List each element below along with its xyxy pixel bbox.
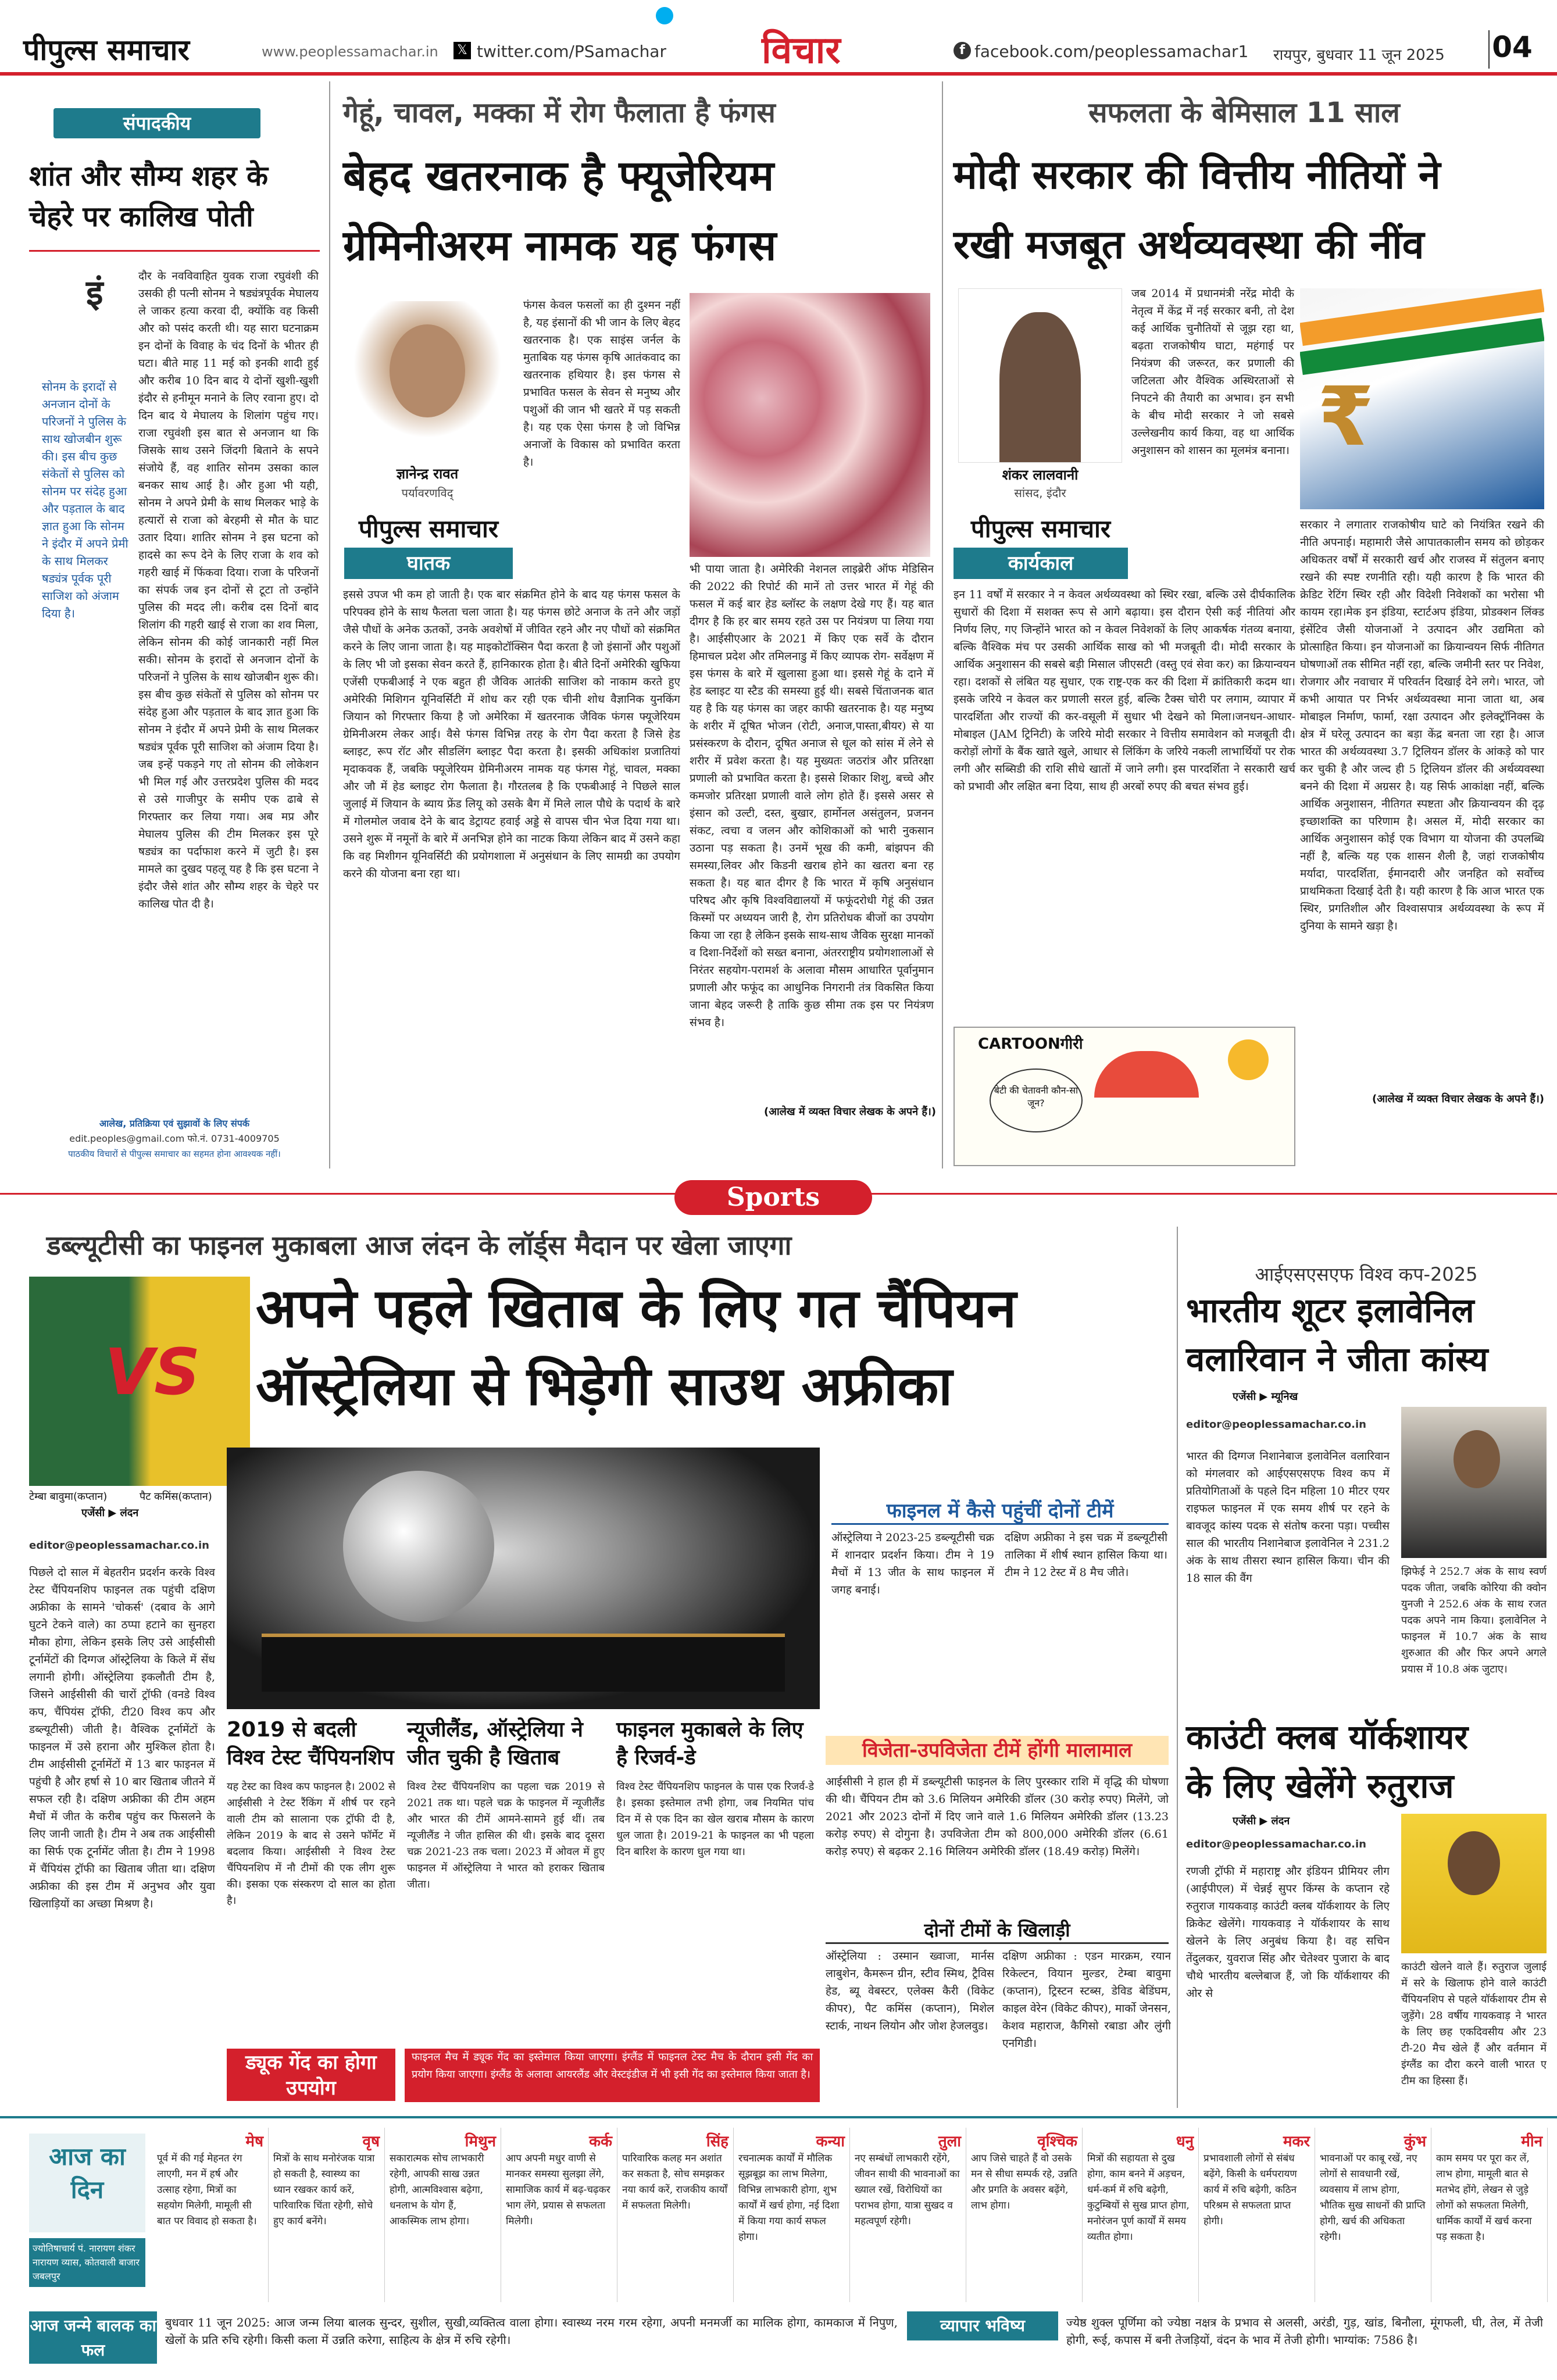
ruturaj-email[interactable]: editor@peoplessamachar.co.in <box>1186 1838 1366 1850</box>
zodiac-name: वृष <box>362 2133 380 2150</box>
zodiac-text: मित्रों की सहायता से दुख होगा, काम बनने में अड़चन, धर्म-कर्म में रुचि बढ़ेगी, कुटुम्बियों से सुख प्राप्त होगा, मनोरंजन पूर्ण कार्यों में समय व्यतीत होगा। <box>1087 2153 1190 2243</box>
editorial-footer-disclaimer: पाठकीय विचारों से पीपुल्स समाचार का सहमत होना आवश्यक नहीं। <box>68 1149 281 1159</box>
zodiac-sign <box>1083 2128 1199 2302</box>
wtc-agency: एजेंसी ▶ लंदन <box>81 1507 139 1519</box>
modi-author-role: सांसद, इंदौर <box>1014 486 1066 500</box>
editorial-rule <box>29 250 320 252</box>
winner-body: आईसीसी ने हाल ही में डब्ल्यूटीसी फाइनल के लिए पुरस्कार राशि में वृद्धि की घोषणा की थी। चैंपियन टीम को 3.6 मिलियन अमेरिकी डॉलर (30 करोड़ रुपए) मिलेंगे, जो 2021 और 2023 दोनों में दिए जाने वाले 1.6 मिलियन अमेरिकी डॉलर (13.23 करोड़ रुपए) से दोगुना है। उपविजेता टीम को 800,000 अमेरिकी डॉलर (6.61 करोड़ रुपए) से बढ़कर 2.16 मिलियन अमेरिकी डॉलर (18.49 करोड़) मिलेंगे। <box>826 1775 1169 1858</box>
zodiac-sign <box>617 2128 734 2302</box>
zodiac-sign <box>385 2128 501 2302</box>
sun-icon <box>1228 1039 1269 1080</box>
captain-2: पैट कमिंस(कप्तान) <box>140 1491 212 1503</box>
trade-text: ज्येष्ठ शुक्ल पूर्णिमा को ज्येष्ठा नक्षत्र के प्रभाव से अलसी, अरंडी, गुड़, खांड, बिनौला, मूंगफली, घी, तेल, में तेजी होगी, रूई, कपास में बनी तेजड़ियों, वंदन के भाव में तेजी होगी। भाग्यांक: 7586 है। <box>1066 2315 1543 2347</box>
twitter-icon: 𝕏 <box>453 42 471 59</box>
vs-badge: VS <box>105 1335 201 1409</box>
ruturaj-headline-2: के लिए खेलेंगे रुतुराज <box>1186 1766 1454 1806</box>
duke-label: ड्यूक गेंद का होगा उपयोग <box>227 2049 395 2101</box>
zodiac-name: कुंभ <box>1404 2133 1426 2150</box>
zodiac-sign <box>966 2128 1083 2302</box>
modi-col2: सरकार ने लगातार राजकोषीय घाटे को नियंत्रित रखने की नीति अपनाई। महामारी जैसे आपातकालीन समय को छोड़कर अधिकतर वर्षों में सरकारी खर्च और राजस्व में संतुलन बनाए रखने की स्पष्ट रणनीति रही। यही कारण है कि भारत की क्रेडिट रेटिंग स्थिर रही और विदेशी निवेशकों का भरोसा भी कायम रहा।मेक इन इंडिया, स्टार्टअप इंडिया, प्रोडक्शन लिंक्ड इंसेंटिव जैसी योजनाओं ने उत्पादन और उद्यमिता को प्रोत्साहित किया। इन योजनाओं का क्रियान्वयन सिर्फ नीतिगत घोषणाओं तक सीमित नहीं रहा, बल्कि जमीनी स्तर पर निवेश, रोजगार और नवाचार में परिवर्तन दिखाई देने लगे। भारत, जो कभी आयात पर निर्भर अर्थव्यवस्था माना जाता था, अब मोबाइल निर्माण, फार्मा, रक्षा उत्पादन और इलेक्ट्रॉनिक्स के क्षेत्र में घरेलू उत्पादन का बड़ा केंद्र बनता जा रहा है। आज भारत की अर्थव्यवस्था 3.7 ट्रिलियन डॉलर के आंकड़े को पार कर चुकी है और जल्द ही 5 ट्रिलियन डॉलर की अर्थव्यवस्था बनने की दिशा में अग्रसर है। यह सिर्फ आकांक्षा नहीं, बल्कि आर्थिक अनुशासन, नीतिगत स्पष्टता और क्रियान्वयन की दृढ़ इच्छाशक्ति का परिणाम है। असल में, मोदी सरकार का आर्थिक अनुशासन कोई एक विभाग या योजना की उपलब्धि नहीं है, बल्कि यह एक शासन शैली है, जहां राजकोषीय मर्यादा, पारदर्शिता, ईमानदारी और जनहित को सर्वोच्च प्राथमिकता दिखाई देती है। यही कारण है कि आज भारत एक स्थिर, प्रगतिशील और विश्वासपात्र अर्थव्यवस्था के रूप में दुनिया के सामने खड़ा है। <box>1300 519 1544 932</box>
zodiac-sign <box>850 2128 966 2302</box>
divider <box>329 81 330 1168</box>
issf-body-1: भारत की दिग्गज निशानेबाज इलावेनिल वलारिवान को मंगलवार को आईएसएसएफ विश्व कप में प्रतियोगिताओं के पहले दिन महिला 10 मीटर एयर राइफल फाइनल में एक समय शीर्ष पर रहने के बावजूद कांस्य पदक से संतोष करना पड़ा। पच्चीस साल की भारतीय निशानेबाज इलावेनिल ने 231.2 अंक के साथ तीसरा स्थान हासिल किया। चीन की 18 साल की वैंग <box>1186 1450 1390 1585</box>
wtc-headline-1: अपने पहले खिताब के लिए गत चैंपियन <box>256 1277 1017 1339</box>
zodiac-name: वृश्चिक <box>1037 2133 1077 2150</box>
zodiac-text: आप अपनी मधुर वाणी से मानकर समस्या सुलझा लेंगे, सामाजिक कार्य में बढ़-चढ़कर भाग लेंगे, प्रयास से सफलता मिलेगी। <box>506 2153 610 2227</box>
zodiac-name: धनु <box>1176 2133 1194 2150</box>
sports-banner: Sports <box>674 1180 872 1215</box>
players-south-africa: दक्षिण अफ्रीका : एडन मारक्रम, रयान रिकेल्टन, वियान मुल्डर, टेम्बा बावुमा (कप्तान), ट्रिस्टन स्टब्स, डेविड बेडिंघम, काइल वेरेन (विकेट कीपर), मार्को जेनसन, केशव महाराज, कैगिसो रबाडा और लुंगी एनगिडी। <box>1002 1950 1171 2050</box>
box-reserve-headline: फाइनल मुकाबले के लिए है रिजर्व-डे <box>616 1718 804 1770</box>
zodiac-text: रचनात्मक कार्यों में मौलिक सूझबूझ का लाभ मिलेगा, विभिन्न लाभकारी होगा, शुभ कार्यों में खर्च होगा, नई दिशा में किया गया कार्य सफल होगा। <box>738 2153 840 2243</box>
website-link[interactable]: www.peoplessamachar.in <box>262 44 438 60</box>
zodiac-name: कर्क <box>589 2133 612 2150</box>
facebook-icon: f <box>954 42 971 59</box>
zodiac-text: आप जिसे चाहते हैं वो उसके मन से सीधा सम्पर्क रहे, उन्नति और प्रगति के अवसर बढ़ेंगे, लाभ होगा। <box>971 2153 1077 2211</box>
captain-1: टेम्बा बावुमा(कप्तान) <box>29 1491 108 1503</box>
section-title: विचार <box>762 29 841 72</box>
zodiac-name: मेष <box>245 2133 263 2150</box>
zodiac-text: भावनाओं पर काबू रखें, नए लोगों से सावधानी रखें, व्यवसाय में लाभ होगा, भौतिक सुख साधनों की प्राप्ति होगी, खर्च की अधिकता रहेगी। <box>1320 2153 1426 2243</box>
rupee-icon: ₹ <box>1317 370 1374 464</box>
masthead-logo[interactable]: पीपुल्स समाचार <box>23 33 190 67</box>
masthead <box>0 0 1557 76</box>
modi-brand: पीपुल्स समाचार <box>970 514 1111 543</box>
avatar <box>999 312 1081 463</box>
modi-headline-2: रखी मजबूत अर्थव्यवस्था की नींव <box>954 222 1424 268</box>
divider <box>942 81 943 1168</box>
modi-byline: (आलेख में व्यक्त विचार लेखक के अपने हैं।) <box>1372 1093 1544 1105</box>
ruturaj-body-2: काउंटी खेलने वाले हैं। रुतुराज जुलाई में सरे के खिलाफ होने वाले काउंटी चैंपियनशिप से पहले यॉर्कशायर टीम से जुड़ेंगे। 28 वर्षीय गायकवाड़ ने भारत के लिए छह एकदिवसीय और 23 टी-20 मैच खेले हैं और वर्तमान में इंग्लैंड का दौरा करने वाली भारत ए टीम का हिस्सा हैं। <box>1401 1961 1547 2087</box>
born-text: बुधवार 11 जून 2025: आज जन्म लिया बालक सुन्दर, सुशील, सुखी,व्यक्तित्व वाला होगा। स्वास्थ्य नरम गरम रहेगा, अपनी मनमर्जी का मालिक होगा, कामकाज में निपुण, खेलों के प्रति रुचि रहेगी। किसी कला में उन्नति करेगा, साहित्य के क्षेत्र में रुचि रहेगी। <box>165 2315 898 2347</box>
wtc-email[interactable]: editor@peoplessamachar.co.in <box>29 1539 209 1552</box>
rashifal-astrologer: ज्योतिषाचार्य पं. नारायण शंकर नारायण व्यास, कोतवाली बाजार जबलपुर <box>29 2238 145 2287</box>
dateline: रायपुर, बुधवार 11 जून 2025 <box>1273 47 1445 64</box>
wtc-kicker: डब्ल्यूटीसी का फाइनल मुकाबला आज लंदन के लॉर्ड्स मैदान पर खेला जाएगा <box>47 1230 792 1261</box>
fungus-author-role: पर्यावरणविद् <box>401 486 453 500</box>
editorial-pullquote: सोनम के इरादों से अनजान दोनों के परिजनों ने पुलिस के साथ खोजबीन शुरू की। इस बीच कुछ संकेतों से पुलिस को सोनम पर संदेह हुआ और पड़ताल के बाद ज्ञात हुआ कि सोनम ने इंदौर में अपने प्रेमी के साथ मिलकर षड्यंत्र पूर्वक पूरी साजिश को अंजाम दिया है। <box>42 380 128 620</box>
fungus-author-photo <box>349 301 506 458</box>
zodiac-sign <box>501 2128 617 2302</box>
fungus-col1b: इससे उपज भी कम हो जाती है। एक बार संक्रमित होने के बाद यह फंगस फसल के परिपक्व होने के साथ फैलता चला जाता है। यह फंगस छोटे अनाज के तने और जड़ों जैसे पौधों के अनेक ऊतकों, उनके अवशेषों में जीवित रहने और नए पौधों को संक्रमित करने के लिए जाना जाता है। यह माइकोटॉक्सिन पैदा करता है जो इंसानों और पशुओं के लिए भी जो इसका सेवन करते हैं, हानिकारक होता है। बीते दिनों अमेरिकी खुफिया एजेंसी एफबीआई ने एक बहुत ही जैविक आतंकी साजिश को नाकाम करते हुए अमेरिकी मिशिगन यूनिवर्सिटी में शोध कर रही एक चीनी शोध वैज्ञानिक युनकिंग जियान को गिरफ्तार किया है जो अमेरिका में खतरनाक जैविक फंगस फ्यूजेरियम ग्रेमिनीअरम लेकर आई। वैसे फंगस विभिन्न तरह के रोग पैदा करता है जिसे हेड ब्लाइट, रूप रॉट और सीडलिंग ब्लाइट पैदा करता है। इसकी अधिकांश प्रजातियां मृदाकवक हैं, जबकि फ्यूजेरियम ग्रेमिनीअरम नामक यह फंगस गेहूं, चावल, मक्का और जौ में हेड ब्लाइट रोग फैलाता है। गौरतलब है कि एफबीआई ने पिछले साल जुलाई में जियान के ब्याय फ्रेंड लियू को उसके बैग में मिले लाल पौधे के पदार्थ के बारे में गोलमोल जवाब देने के बाद डेट्रायट हवाई अड्डे से वापस चीन भेज दिया गया था। उसने शुरू में नमूनों के बारे में अनभिज्ञ होने का नाटक किया लेकिन बाद में उसने कहा कि वह मिशीगन यूनिवर्सिटी की प्रयोगशाला में अनुसंधान के लिए सामग्री का उपयोग करने की योजना बना रहा था। <box>343 588 680 880</box>
page-number: 04 <box>1488 30 1535 69</box>
fungus-headline-2: ग्रेमिनीअरम नामक यह फंगस <box>343 221 777 270</box>
editorial-dropcap: इं <box>86 273 103 313</box>
cartoon-bubble: बेटी की चेतावनी कौन-सा जून? <box>990 1069 1083 1132</box>
zodiac-text: प्रभावशाली लोगों से संबंध बढ़ेंगे, किसी के धर्मपरायण कार्य में रुचि बढ़ेगी, कठिन परिश्रम से सफलता प्राप्त होगी। <box>1204 2153 1297 2227</box>
issf-body-2: झिफेई ने 252.7 अंक के साथ स्वर्ण पदक जीता, जबकि कोरिया की क्वोन युनजी ने 252.6 अंक के साथ रजत पदक अपने नाम किया। इलावेनिल ने फाइनल में 10.7 अंक के साथ शुरुआत की और फिर अपने अगले प्रयास में 10.8 अंक जुटाए। <box>1401 1566 1547 1675</box>
wtc-body: पिछले दो साल में बेहतरीन प्रदर्शन करके विश्व टेस्ट चैंपियनशिप फाइनल तक पहुंची दक्षिण अफ्रीका के सामने 'चोकर्स' (दबाव के आगे घुटने टेकने वाले) का ठप्पा हटाने का सुनहरा मौका होगा, लेकिन इसके लिए उसे आईसीसी टूर्नामेंटों की दिग्गज ऑस्ट्रेलिया के किले में सेंध लगानी होगी। ऑस्ट्रेलिया इकलौती टीम है, जिसने आईसीसी की चारों ट्रॉफी (वनडे विश्व कप, चैंपियंस ट्रॉफी, टी20 विश्व कप और डब्ल्यूटीसी) जीती है। वैश्विक टूर्नामेंटों के फाइनल में उसे हराना और मुश्किल होता है। टीम आईसीसी टूर्नामेंटों में 13 बार फाइनल में पहुंची है और हर्षा से 10 बार खिताब जीतने में सफल रही है। दक्षिण अफ्रीका की टीम अहम मैचों में जीत के करीब पहुंच कर फिसलने के लिए जानी जाती है। टीम ने अब तक आईसीसी का सिर्फ एक टूर्नामेंट जीता है। टीम ने 1998 में चैंपियंस ट्रॉफी का खिताब जीता था। दक्षिण अफ्रीका की इस टीम में अनुभव और युवा खिलाड़ियों का अच्छा मिश्रण है। <box>29 1566 215 1910</box>
trade-label: व्यापार भविष्य <box>907 2311 1058 2340</box>
zodiac-name: मिथुन <box>465 2133 496 2150</box>
cartoon-box <box>954 1027 1295 1166</box>
how-headline: फाइनल में कैसे पहुंचीं दोनों टीमें <box>831 1496 1169 1525</box>
editorial-footer-email[interactable]: edit.peoples@gmail.com फो.नं. 0731-4009705 <box>69 1133 280 1144</box>
ruturaj-agency: एजेंसी ▶ लंदन <box>1233 1815 1290 1827</box>
fungus-brand: पीपुल्स समाचार <box>358 514 499 543</box>
ruturaj-photo <box>1401 1814 1547 1953</box>
modi-author-name: शंकर लालवानी <box>1002 467 1079 483</box>
modi-image <box>1300 288 1544 509</box>
issf-email[interactable]: editor@peoplessamachar.co.in <box>1186 1418 1366 1431</box>
how-south-africa: दक्षिण अफ्रीका ने इस चक्र में डब्ल्यूटीसी तालिका में शीर्ष स्थान हासिल किया था। टीम ने 12 टेस्ट में 8 मैच जीते। <box>1005 1531 1167 1579</box>
zodiac-name: कन्या <box>816 2133 845 2150</box>
born-label: आज जन्मे बालक का फल <box>29 2311 157 2364</box>
fungus-byline: (आलेख में व्यक्त विचार लेखक के अपने हैं।) <box>764 1106 936 1118</box>
issf-agency: एजेंसी ▶ म्यूनिख <box>1233 1391 1298 1403</box>
editorial-headline: शांत और सौम्य शहर के चेहरे पर कालिख पोती <box>29 160 268 233</box>
box-nz-headline: न्यूजीलैंड, ऑस्ट्रेलिया ने जीत चुकी है खिताब <box>407 1718 583 1770</box>
divider <box>1177 1227 1178 2108</box>
zodiac-sign <box>734 2128 850 2302</box>
wtc-players-photo <box>29 1277 250 1486</box>
modi-col1b: इन 11 वर्षों में सरकार ने न केवल अर्थव्यवस्था को स्थिर रखा, बल्कि उसे दीर्घकालिक सुधारों की दिशा में सशक्त रूप से आगे बढ़ाया। इस दौरान ऐसी कई नीतियां और निर्णय लिए, गए जिन्होंने भारत को न केवल निवेशकों के लिए आकर्षक गंतव्य बनाया, बल्कि वैश्विक मंच पर उसकी आर्थिक साख को भी मजबूती दी। मोदी सरकार के आर्थिक अनुशासन की सबसे बड़ी मिसाल जीएसटी (वस्तु एवं सेवा कर) का क्रियान्वयन रहा। दशकों से लंबित यह सुधार, एक राष्ट्र-एक कर की दिशा में क्रांतिकारी कदम था। इसके जरिये न केवल कर प्रणाली सरल हुई, बल्कि टैक्स चोरी पर लगाम, व्यापार में पारदर्शिता और राज्यों की कर-वसूली में सुधार भी देखने को मिला।जनधन-आधार-मोबाइल (JAM ट्रिनिटी) के जरिये मोदी सरकार ने वित्तीय समावेशन को मजबूती दी। करोड़ों लोगों के बैंक खाते खुले, आधार से लिंकिंग के जरिये नकली लाभार्थियों पर रोक लगी और सब्सिडी की राशि सीधे खातों में जाने लगी। इस पारदर्शिता ने सरकारी खर्च को प्रभावी और लक्षित बना दिया, साथ ही अरबों रुपए की बचत संभव हुई। <box>954 588 1295 793</box>
fungus-kicker: गेहूं, चावल, मक्का में रोग फैलाता है फंगस <box>343 97 776 129</box>
rashifal-title-1: आज का <box>49 2142 126 2171</box>
fungus-author-name: ज्ञानेन्द्र रावत <box>396 466 459 482</box>
modi-author-photo <box>958 288 1122 463</box>
fungus-tag: घातक <box>344 548 513 579</box>
trophy-mace <box>343 1471 494 1622</box>
zodiac-sign <box>1431 2128 1548 2302</box>
box-2019-body: यह टेस्ट का विश्व कप फाइनल है। 2002 से आईसीसी ने टेस्ट रैंकिंग में शीर्ष पर रहने वाली टीम को सालाना एक ट्रॉफी दी है, लेकिन 2019 के बाद से उसने फॉर्मेट में बदलाव किया। आईसीसी ने विश्व टेस्ट चैंपियनशिप में नौ टीमों की एक लीग शुरू की। इसका एक संस्करण दो साल का होता है। <box>227 1781 395 1907</box>
zodiac-name: मीन <box>1521 2133 1542 2150</box>
players-australia: ऑस्ट्रेलिया : उस्मान ख्वाजा, मार्नस लाबुशेन, कैमरून ग्रीन, स्टीव स्मिथ, ट्रैविस हेड, ब्यू वेबस्टर, एलेक्स कैरी (विकेट कीपर), पैट कमिंस (कप्तान), मिशेल स्टार्क, नाथन लियोन और जोश हेजलवुड। <box>826 1950 994 2032</box>
how-australia: ऑस्ट्रेलिया ने 2023-25 डब्ल्यूटीसी चक्र में शानदार प्रदर्शन किया। टीम ने 19 मैचों में 13 जीत के साथ फाइनल में जगह बनाई। <box>831 1531 994 1596</box>
avatar <box>1454 1430 1500 1488</box>
zodiac-sign <box>269 2128 385 2302</box>
issf-headline-2: वलारिवान ने जीता कांस्य <box>1186 1339 1488 1379</box>
modi-headline-1: मोदी सरकार की वित्तीय नीतियों ने <box>954 152 1441 198</box>
modi-kicker: सफलता के बेमिसाल 11 साल <box>1088 97 1400 129</box>
rashifal-rule <box>0 2116 1557 2118</box>
fungus-headline-1: बेहद खतरनाक है फ्यूजेरियम <box>343 151 774 200</box>
modi-tag: कार्यकाल <box>954 548 1128 579</box>
issf-headline-1: भारतीय शूटर इलावेनिल <box>1186 1291 1474 1330</box>
ruturaj-headline-1: काउंटी क्लब यॉर्कशायर <box>1186 1717 1469 1757</box>
avatar <box>1448 1831 1500 1895</box>
zodiac-name: सिंह <box>706 2133 728 2150</box>
trophy-image <box>227 1448 820 1709</box>
winner-headline: विजेता-उपविजेता टीमें होंगी मालामाल <box>826 1736 1169 1765</box>
zodiac-text: मित्रों के साथ मनोरंजक यात्रा हो सकती है, स्वास्थ्य का ध्यान रखकर कार्य करें, पारिवारिक चिंता रहेगी, सोचे हुए कार्य बनेंगे। <box>273 2153 375 2227</box>
cartoon-label: CARTOONगीरी <box>978 1035 1083 1053</box>
zodiac-name: तुला <box>938 2133 961 2150</box>
rashifal-title <box>29 2134 145 2232</box>
editorial-body: दौर के नवविवाहित युवक राजा रघुवंशी की उसकी ही पत्नी सोनम ने षड्यंत्रपूर्वक मेघालय ले जाकर हत्या करवा दी, क्योंकि वह किसी और को पसंद करती थी। यह सारा घटनाक्रम इन दोनों के विवाह के चंद दिनों के भीतर ही घटा। बीते माह 11 मई को इनकी शादी हुई और करीब 10 दिन बाद ये दोनों खुशी-खुशी इंदौर से हनीमून मनाने के लिए रवाना हुए। दो दिन बाद ये मेघालय के शिलांग पहुंच गए। राजा रघुवंशी इस बात से अनजान था कि जिसके साथ उसने जिंदगी बिताने के सपने संजोये हैं, वह शातिर सोनम उसका काल बनकर साथ आई है। और हुआ भी यही, सोनम ने अपने प्रेमी के साथ मिलकर भाड़े के हत्यारों से राजा को बेरहमी से मौत के घाट उतार दिया। शातिर सोनम ने इस घटना को हादसे का रूप देने के लिए राजा के शव को गहरी खाई में फिंकवा दिया। राजा के परिजनों का संपर्क जब इन दोनों से टूटा तो उन्होंने पुलिस की मदद ली। करीब दस दिनों बाद शिलांग की गहरी खाई से राजा का शव मिला, लेकिन सोनम की कोई जानकारी नहीं मिल सकी। सोनम के इरादों से अनजान दोनों के परिजनों ने पुलिस के साथ खोजबीन शुरू की। इस बीच कुछ संकेतों से पुलिस को सोनम पर संदेह हुआ और पड़ताल के बाद ज्ञात हुआ कि सोनम ने इंदौर में अपने प्रेमी के साथ मिलकर षड्यंत्र पूर्वक पूरी साजिश को अंजाम दिया है। जब इन्हें पकड़ने गए तो सोनम की लोकेशन भी मिल गई और उत्तरप्रदेश पुलिस की मदद से उसे गाजीपुर के समीप एक ढाबे से गिरफ्तार कर लिया गया। अब मप्र और मेघालय पुलिस की टीम मिलकर इस पूरे षड्यंत्र का पर्दाफाश करने में जुटी है। इस मामले का दुखद पहलू यह है कि इस घटना ने इंदौर जैसे शांत और सौम्य शहर के चेहरे पर कालिख पोत दी है। <box>138 270 319 910</box>
box-2019-headline: 2019 से बदली विश्व टेस्ट चैंपियनशिप <box>227 1718 394 1770</box>
zodiac-text: पूर्व में की गई मेहनत रंग लाएगी, मन में हर्ष और उत्साह रहेगा, मित्रों का सहयोग मिलेगी, मामूली सी बात पर विवाद हो सकता है। <box>157 2153 257 2227</box>
zodiac-sign <box>152 2128 269 2302</box>
box-reserve-body: विश्व टेस्ट चैंपियनशिप फाइनल के पास एक रिजर्व-डे है। इसका इस्तेमाल तभी होगा, जब नियमित पांच दिन में से एक दिन का खेल खराब मौसम के कारण धुल जाता है। 2019-21 के फाइनल का भी पहला दिन बारिश के कारण धुल गया था। <box>616 1781 814 1858</box>
box-nz-body: विश्व टेस्ट चैंपियनशिप का पहला चक्र 2019 से 2021 तक था। पहले चक्र के फाइनल में न्यूजीलैंड और भारत की टीमें आमने-सामने हुई थीं। तब न्यूजीलैंड ने जीत हासिल की थी। इसके बाद दूसरा चक्र 2021-23 तक चला। 2023 में ओवल में हुए फाइनल में ऑस्ट्रेलिया ने भारत को हराकर खिताब जीता। <box>407 1781 605 1891</box>
issf-kicker: आईएसएसएफ विश्व कप-2025 <box>1255 1263 1478 1285</box>
zodiac-sign <box>1315 2128 1431 2302</box>
issf-shooter-photo <box>1401 1407 1547 1558</box>
twitter-link[interactable]: twitter.com/PSamachar <box>477 42 666 61</box>
avatar <box>390 324 465 417</box>
players-headline: दोनों टीमों के खिलाड़ी <box>826 1917 1169 1944</box>
editorial-footer-contact: आलेख, प्रतिक्रिया एवं सुझावों के लिए संपर्क <box>99 1118 250 1129</box>
zodiac-name: मकर <box>1283 2133 1310 2150</box>
ruturaj-body-1: रणजी ट्रॉफी में महाराष्ट्र और इंडियन प्रीमियर लीग (आईपीएल) में चेन्नई सुपर किंग्स के कप्तान रहे रुतुराज गायकवाड़ काउंटी क्लब यॉर्कशायर के लिए क्रिकेट खेलेंगे। गायकवाड़ ने यॉर्कशायर के साथ खेलने के लिए अनुबंध किया है। वह सचिन तेंदुलकर, युवराज सिंह और चेतेश्वर पुजारा के बाद चौथे भारतीय बल्लेबाज हैं, जो कि यॉर्कशायर की ओर से <box>1186 1865 1390 2000</box>
zodiac-text: पारिवारिक कलह मन अशांत कर सकता है, सोच समझकर नया कार्य करें, राजकीय कार्यों में सफलता मिलेगी। <box>622 2153 728 2211</box>
fungus-image <box>690 293 930 557</box>
zodiac-text: काम समय पर पूरा कर लें, लाभ होगा, मामूली बात से मतभेद होंगे, लेखन से जुड़े लोगों को सफलता मिलेगी, धार्मिक कार्यों में खर्च करना पड़ सकता है। <box>1436 2153 1532 2243</box>
zodiac-text: सकारात्मक सोच लाभकारी रहेगी, आपकी साख उन्नत होगी, आत्मविश्वास बढ़ेगा, धनलाभ के योग हैं, आकस्मिक लाभ होगा। <box>390 2153 484 2227</box>
wtc-headline-2: ऑस्ट्रेलिया से भिड़ेगी साउथ अफ्रीका <box>256 1355 953 1417</box>
fungus-col3: भी पाया जाता है। अमेरिकी नेशनल लाइब्रेरी ऑफ मेडिसिन की 2022 की रिपोर्ट की मानें तो उत्तर भारत में गेहूं की फसल में कई बार हेड ब्लॉस्ट के लक्षण देखे गए हैं। यह बात दीगर है कि हर बार समय रहते उस पर नियंत्रण पा लिया गया है। आईसीएआर के 2021 में किए एक सर्वे के दौरान हिमाचल प्रदेश और तमिलनाडु में किए व्यापक रोग- सर्वेक्षण में इस फंगस के बारे में खुलासा हुआ था। इससे गेहूं के दाने में हेड ब्लाइट या स्टैड की समस्या हुई थी। सबसे चिंताजनक बात यह है कि यह फंगस का जहर काफी खतरनाक है। यह मनुष्य के शरीर में दूषित भोजन (रोटी, अनाज,पास्ता,बीयर) से या प्रसंस्करण के दौरान, दूषित अनाज से धूल को सांस में लेने से शरीर में प्रवेश करता है। यह मुख्यतः जठरांत्र और प्रतिरक्षा प्रणाली को प्रभावित करता है। इससे शिकार शिशु, बच्चे और कमजोर प्रतिरक्षा प्रणाली वाले लोग होते हैं। इससे असर से इंसान को उल्टी, दस्त, बुखार, हार्मोनल असंतुलन, प्रजनन संकट, त्वचा व जलन और कोशिकाओं को भारी नुकसान उठाना पड़ सकता है। उनमें भूख की कमी, बांझपन की समस्या,लिवर और किडनी खराब होने का खतरा बना रह सकता है। यह बात दीगर है कि भारत में कृषि अनुसंधान परिषद और कृषि विश्वविद्यालयों में फफूंदरोधी गेहूं की उन्नत किस्मों पर अध्ययन जारी है, रोग प्रतिरोधक बीजों का उपयोग किया जा रहा है लेकिन इसके साथ-साथ जैविक सुरक्षा मानकों व दिशा-निर्देशों को सख्त बनाना, अंतरराष्ट्रीय प्रयोगशालाओं से निरंतर सहयोग-परामर्श के अलावा मौसम आधारित पूर्वानुमान प्रणाली और फफूंद का आधुनिक निगरानी तंत्र विकसित किया जाना बेहद जरूरी है ताकि कुछ सीमा तक इस पर नियंत्रण संभव है। <box>690 563 934 1029</box>
rashifal-title-2: दिन <box>70 2175 104 2204</box>
zodiac-text: नए सम्बंधों लाभकारी रहेंगे, जीवन साथी की भावनाओं का ख्याल रखें, विरोधियों का पराभव होगा, यात्रा सुखद व महत्वपूर्ण रहेगी। <box>855 2153 960 2227</box>
duke-body: फाइनल मैच में ड्यूक गेंद का इस्तेमाल किया जाएगा। इंग्लैंड में फाइनल टेस्ट मैच के दौरान इसी गेंद का प्रयोग किया जाएगा। इंग्लैंड के अलावा आयरलैंड और वेस्टइंडीज में भी इसी गेंद का इस्तेमाल किया जाता है। <box>405 2049 820 2102</box>
editorial-footer <box>29 1116 320 1162</box>
facebook-link[interactable]: facebook.com/peoplessamachar1 <box>974 42 1249 61</box>
fungus-col1: फंगस केवल फसलों का ही दुश्मन नहीं है, यह इंसानों की भी जान के लिए बेहद खतरनाक है। एक साइंस जर्नल के मुताबिक यह फंगस कृषि आतंकवाद का खतरनाक हथियार है। इस फंगस से प्रभावित फसल के सेवन से मनुष्य और पशुओं की जान भी खतरे में पड़ सकती है। यह एक ऐसा फंगस है जो विभिन्न अनाजों के विकास को प्रभावित करता है। <box>523 299 680 469</box>
trophy-base <box>262 1634 785 1692</box>
umbrella-icon <box>1094 1051 1199 1098</box>
zodiac-sign <box>1199 2128 1315 2302</box>
editorial-label: संपादकीय <box>53 108 260 138</box>
modi-col1: जब 2014 में प्रधानमंत्री नरेंद्र मोदी के नेतृत्व में केंद्र में नई सरकार बनी, तो देश कई आर्थिक चुनौतियों से जूझ रहा था, बढ़ता राजकोषीय घाटा, महंगाई पर नियंत्रण की जरूरत, कर प्रणाली की जटिलता और वैश्विक अस्थिरताओं से निपटने की तैयारी का अभाव। इन सभी के बीच मोदी सरकार ने जो सबसे उल्लेखनीय कार्य किया, वह था आर्थिक अनुशासन को शासन का मूलमंत्र बनाना। <box>1131 287 1294 457</box>
letters-box <box>1300 1114 1544 1178</box>
